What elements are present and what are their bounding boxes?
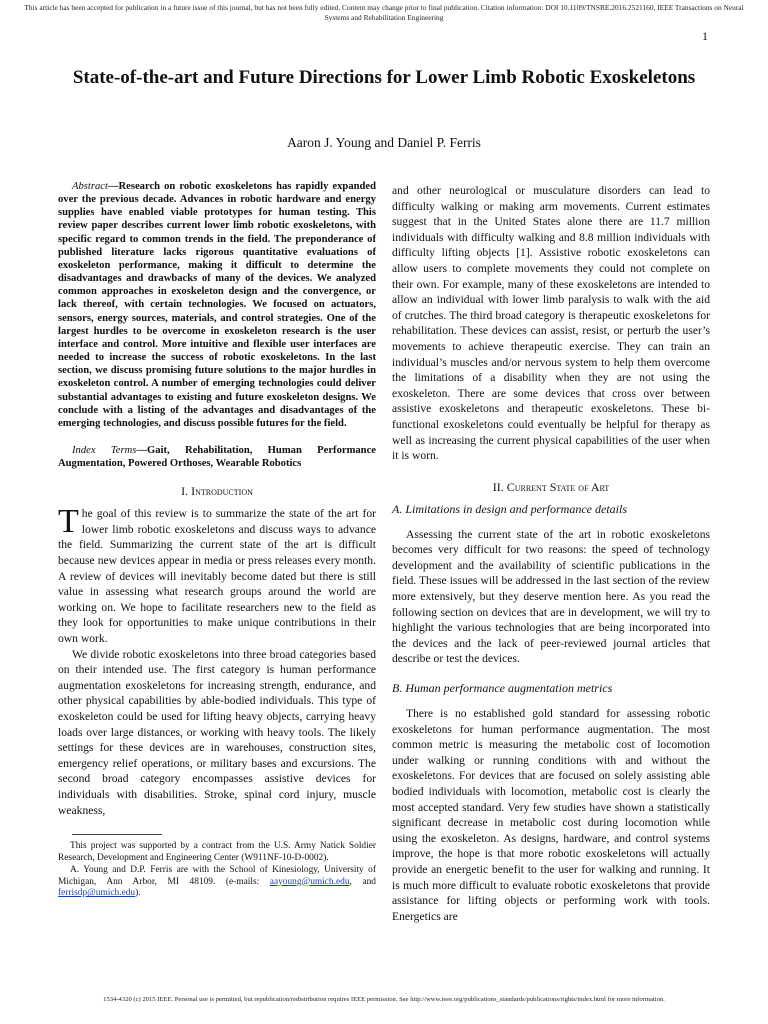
right-column — [392, 183, 710, 924]
footnote-separator: , and — [349, 876, 376, 887]
abstract-label: Abstract — [72, 181, 108, 192]
index-terms-label: Index Terms — [72, 444, 137, 456]
author-list: Aaron J. Young and Daniel P. Ferris — [287, 135, 481, 150]
footnote-affiliation-text: A. Young and D.P. Ferris are with the School of Kinesiology, University of Michigan, Ann Arbor, MI 48109. (e-mails: — [58, 864, 376, 887]
intro-paragraph-1 — [58, 503, 376, 646]
subsection-heading-a: A. Limitations in design and performance details — [392, 501, 627, 516]
email-link-young[interactable]: aayoung@umich.edu — [269, 876, 350, 887]
footnote-end: ). — [135, 888, 141, 899]
abstract — [58, 180, 376, 430]
right-paragraph-continued: and other neurological or musculature disorders can lead to difficulty walking or making arm movements. Current estimates suggest that in the United States alone there are 11.7 million individuals with difficulty walking and 8.8 million individuals with difficulty lifting objects [1]. Assistive robotic exoskeletons can allow users to complete movements they could not complete on their own. For example, many of these exoskeletons are intended to allow an individual with lower limb paralysis to walk with the aid of crutches. The third broad category is therapeutic exoskeletons for rehabilitation. These devices can assist, resist, or perturb the user’s movements to achieve therapeutic exercise. They can train an individual’s muscles and/or nervous system to help them overcome the limitations of a disability when they are not using the exoskeleton. There are some devices that cross over between assistive exoskeletons and therapeutic exoskeletons. These bi-functional exoskeletons could eventually be helpful for therapy as well as increasing the current physical capabilities of the user when it is worn. — [392, 184, 710, 463]
left-column — [58, 180, 376, 900]
footnote-affiliation — [58, 865, 376, 900]
email-link-ferris[interactable]: ferrisdp@umich.edu — [58, 888, 136, 899]
copyright-footer: 1534-4320 (c) 2015 IEEE. Personal use is permitted, but republication/redistribution requires IEEE permission. See http://www.ieee.org/publications_standards/publications/rights/index.html for more information. — [103, 996, 665, 1003]
section-heading-current-state: II. Current State of Art — [492, 479, 610, 494]
drop-cap: T — [58, 503, 79, 541]
subsection-a-paragraph: Assessing the current state of the art in robotic exoskeletons becomes very difficult for two reasons: the speed of technology development and the availability of scientific publications in the field. These issues will be addressed in the last section of the review more extensively, but they deserve mention here. As you read the following section on devices that are in development, we will try to highlight the various technologies that are being incorporated into the devices and the lack of peer-reviewed journal articles that describe or test the devices. — [392, 527, 710, 666]
paper-title: State-of-the-art and Future Directions for Lower Limb Robotic Exoskeletons — [72, 67, 696, 88]
intro-paragraph-1-text: he goal of this review is to summarize the state of the art for lower limb robotic exoskeletons and discuss ways to advance the field. Summarizing the current state of the art is difficult because new devices appear in media or press releases every month. A review of devices will inevitably become dated but there is still value in assessing what research groups around the world are working on. We hope to facilitate researchers new to the field as they look for opportunities to make unique contributions in their own work. — [58, 507, 376, 646]
footnote-divider — [72, 834, 162, 835]
footnote-funding: This project was supported by a contract from the U.S. Army Natick Soldier Research, Development and Engineering Center (W911NF-10-D-0002). — [58, 841, 376, 863]
subsection-b-paragraph: There is no established gold standard for assessing robotic exoskeletons for human performance augmentation. The most common metric is measuring the metabolic cost of locomotion under walking or running conditions with and without the exoskeletons. For devices that are focused on solely assisting able bodied individuals with locomotion, metabolic cost is clearly the most accepted standard. Very few studies have shown a statistically significant decrease in metabolic cost during locomotion while using the exoskeleton. As designs, hardware, and control systems improve, the hope is that more robotic exoskeletons will actually provide an energetic benefit to the user for walking and running. It is much more difficult to evaluate robotic exoskeletons that provide assistance for lifting objects or performing work with tools. Energetics are — [392, 707, 710, 923]
page-number: 1 — [702, 29, 708, 43]
intro-paragraph-2: We divide robotic exoskeletons into three broad categories based on their intended use. The first category is human performance augmentation exoskeletons for increasing strength, endurance, and other physical capabilities by able-bodied individuals. This type of exoskeleton could be used for lifting heavy objects, carrying heavy loads over large distances, or working with heavy tools. The likely settings for these devices are in warehouses, construction sites, emergency relief operations, or military bases and excursions. The second broad category encompasses assistive devices for individuals with disabilities. Stroke, spinal cord injury, muscle weakness, — [58, 647, 376, 817]
index-terms-text: —Gait, Rehabilitation, Human Performance Augmentation, Powered Orthoses, Wearable Robotics — [58, 444, 376, 470]
section-heading-introduction: I. Introduction — [181, 484, 253, 499]
index-terms — [58, 444, 376, 470]
journal-header-note: This article has been accepted for publication in a future issue of this journal, but has not been fully edited. Content may change prior to final publication. Citation information: DOI 10.1109/TNSRE.2016.2521160, IEEE Transactions on Neural Systems and Rehabilitation Engineering — [24, 3, 744, 22]
abstract-text: —Research on robotic exoskeletons has rapidly expanded over the previous decade. Advances in robotic hardware and energy supplies have enabled viable prototypes for human testing. This review paper describes current lower limb robotic exoskeletons, with specific regard to common trends in the field. The preponderance of published literature lacks rigorous quantitative evaluations of exoskeleton performance, making it difficult to determine the disadvantages and drawbacks of many of the devices. We analyzed common approaches in exoskeleton design and the convergence, or lack thereof, with certain technologies. We focused on actuators, sensors, energy sources, materials, and control strategies. One of the largest hurdles to be overcome in exoskeleton research is the user interface and control. More intuitive and flexible user interfaces are needed to increase the success of robotic exoskeletons. In the last section, we discuss promising future solutions to the major hurdles in exoskeleton control. A number of emerging technologies could deliver substantial advantages to existing and future exoskeleton designs. We conclude with a listing of the advantages and disadvantages of the emerging technologies, and discuss possible futures for the field. — [58, 181, 376, 429]
subsection-heading-b: B. Human performance augmentation metrics — [392, 681, 613, 696]
